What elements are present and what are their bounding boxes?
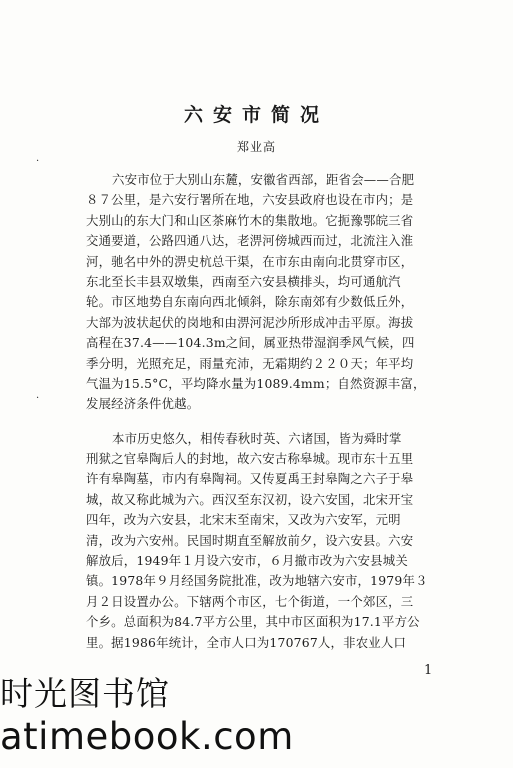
page-number: 1 [424, 663, 433, 678]
watermark-chinese: 时光图书馆 [0, 674, 170, 713]
text-line: 清，改为六安州。民国时期直至解放前夕，设六安县。六安 [86, 532, 414, 548]
margin-mark: · [36, 393, 40, 404]
document-body [86, 170, 462, 653]
text-line: 个乡。总面积为84.7平方公里，其中市区面积为17.1平方公 [86, 614, 420, 630]
text-line: 发展经济条件优越。 [86, 396, 200, 412]
text-line: 东北至长丰县双墩集，西南至六安县横排头，均可通航汽 [86, 273, 401, 289]
text-line: 大部为波状起伏的岗地和由淠河泥沙所形成冲击平原。海拔 [86, 314, 414, 330]
text-line: 河，驰名中外的淠史杭总干渠，在市东由南向北贯穿市区， [86, 253, 414, 269]
text-line: 许有皋陶墓，市内有皋陶祠。又传夏禹王封皋陶之六子于皋 [86, 471, 414, 487]
document-author: 郑业高 [236, 140, 276, 154]
margin-mark: · [36, 156, 40, 167]
text-line: 城，故又称此城为六。西汉至东汉初，设六安国，北宋开宝 [86, 491, 414, 507]
watermark-url: atimebook.com [0, 715, 294, 758]
text-line: 里。据1986年统计，全市人口为170767人，非农业人口 [86, 634, 407, 650]
text-line: 镇。1978年９月经国务院批准，改为地辖六安市，1979年３ [86, 573, 428, 589]
text-line: 刑狱之官皋陶后人的封地，故六安古称皋城。现市东十五里 [86, 451, 414, 467]
text-line: 六安市位于大别山东麓，安徽省西部，距省会——合肥 [112, 172, 415, 187]
text-line: 高程在37.4——104.3m之间，属亚热带湿润季风气候，四 [86, 335, 415, 351]
text-line: 季分明，光照充足，雨量充沛，无霜期约２２０天；年平均 [86, 355, 414, 371]
paragraph-1 [86, 170, 462, 415]
paragraph-2 [86, 429, 462, 653]
paragraph-spacer [86, 415, 462, 429]
text-line: 本市历史悠久，相传春秋时英、六诸国，皆为舜时掌 [112, 430, 402, 446]
text-line: 解放后，1949年１月设六安市，６月撤市改为六安县城关 [86, 553, 408, 569]
text-line: 大别山的东大门和山区茶麻竹木的集散地。它扼豫鄂皖三省 [86, 212, 414, 228]
text-line: 气温为15.5°C，平均降水量为1089.4mm；自然资源丰富， [86, 375, 426, 391]
text-line: 四年，改为六安县，北宋末至南宋，又改为六安军，元明 [86, 512, 401, 528]
document-title: 六安市简况 [183, 104, 329, 126]
text-line: 月２日设置办公。下辖两个市区，七个街道，一个郊区，三 [86, 593, 414, 609]
text-line: 轮。市区地势自东南向西北倾斜，除东南郊有少数低丘外， [86, 294, 414, 310]
text-line: 交通要道，公路四通八达，老淠河傍城西而过，北流注入淮 [86, 233, 414, 249]
text-line: ８７公里，是六安行署所在地，六安县政府也设在市内；是 [86, 192, 414, 208]
